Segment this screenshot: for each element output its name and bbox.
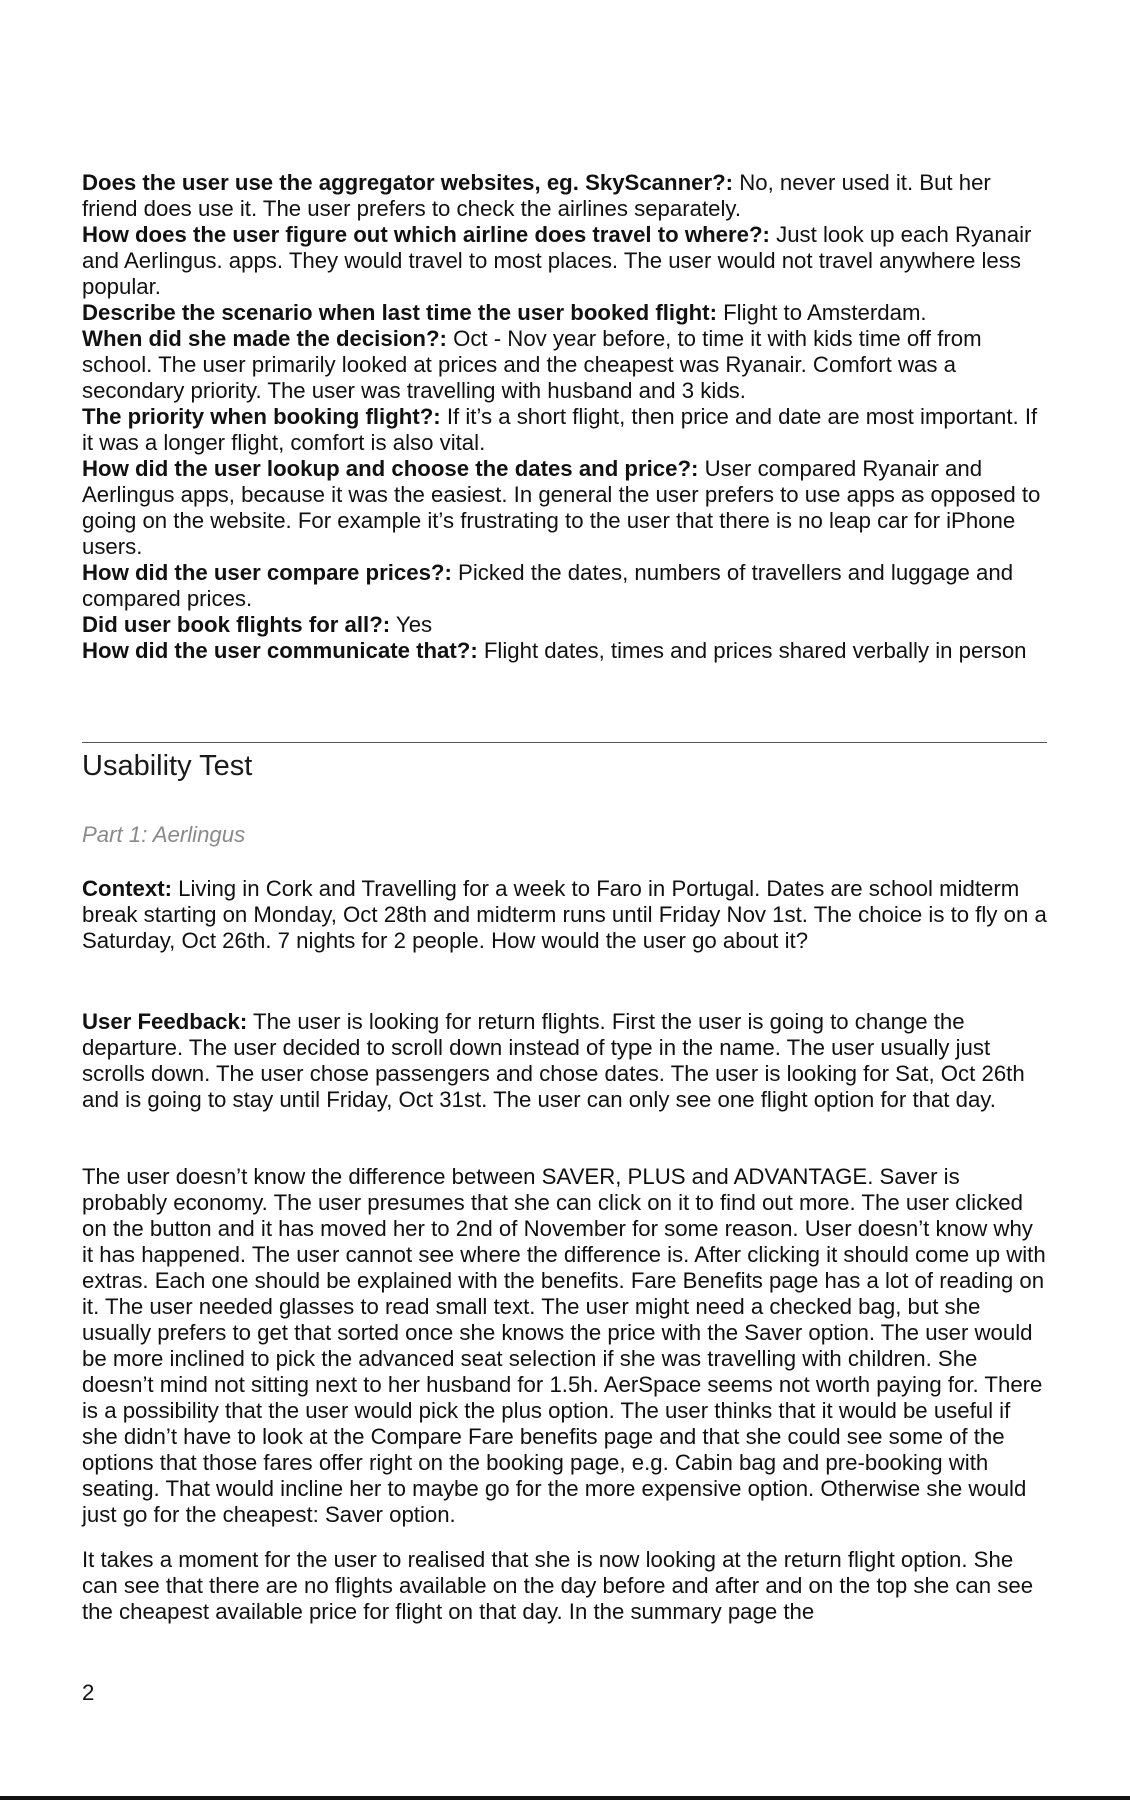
page-bottom-edge [0,1796,1130,1800]
question-label: How did the user lookup and choose the dates and price?: [82,456,699,481]
answer-text: Flight to Amsterdam. [716,300,927,325]
section-divider [82,742,1047,743]
answer-text: No, never used it. But her friend does use it. The user prefers to check the airlines separately. [82,170,991,221]
interview-answers [82,170,1050,664]
answer-text: If it’s a short flight, then price and date are most important. If it was a longer flight, comfort is also vital. [82,404,1038,455]
question-label: How did the user communicate that?: [82,638,478,663]
answer-text: Oct - Nov year before, to time it with kids time off from school. The user primarily looked at prices and the cheapest was Ryanair. Comfort was a secondary priority. The user was travelling with husband and 3 kids. [82,326,982,403]
qa-decision-time [82,326,1050,404]
qa-priority [82,404,1050,456]
qa-aggregator [82,170,1050,222]
context-text: Living in Cork and Travelling for a week to Faro in Portugal. Dates are school midterm break starting on Monday, Oct 28th and midterm runs until Friday Nov 1st. The choice is to fly on a Saturday, Oct 26th. 7 nights for 2 people. How would the user go about it? [82,876,1047,953]
context-label: Context: [82,876,172,901]
fares-paragraph: The user doesn’t know the difference between SAVER, PLUS and ADVANTAGE. Saver is probably economy. The user presumes that she can click on it to find out more. The user clicked on the button and it has moved her to 2nd of November for some reason. User doesn’t know why it has happened. The user cannot see where the difference is. After clicking it should come up with extras. Each one should be explained with the benefits. Fare Benefits page has a lot of reading on it. The user needed glasses to read small text. The user might need a checked bag, but she usually prefers to get that sorted once she knows the price with the Saver option. The user would be more inclined to pick the advanced seat selection if she was travelling with children. She doesn’t mind not sitting next to her husband for 1.5h. AerSpace seems not worth paying for. There is a possibility that the user would pick the plus option. The user thinks that it would be useful if she didn’t have to look at the Compare Fare benefits page and that she could see some of the options that those fares offer right on the booking page, e.g. Cabin bag and pre-booking with seating. That would incline her to maybe go for the more expensive option. Otherwise she would just go for the cheapest: Saver option. [82,1164,1046,1527]
qa-book-for-all [82,612,1050,638]
question-label: Does the user use the aggregator websites, eg. SkyScanner?: [82,170,734,195]
qa-airline-routes [82,222,1050,300]
question-label: When did she made the decision?: [82,326,447,351]
question-label: Did user book flights for all?: [82,612,391,637]
qa-compare-prices [82,560,1050,612]
section-title: Usability Test [82,750,253,782]
question-label: The priority when booking flight?: [82,404,441,429]
question-label: How did the user compare prices?: [82,560,452,585]
context-paragraph [82,876,1050,954]
page-number: 2 [82,1680,95,1705]
qa-lookup-dates [82,456,1050,560]
user-feedback-label: User Feedback: [82,1009,248,1034]
return-flight-paragraph: It takes a moment for the user to realised that she is now looking at the return flight option. She can see that there are no flights available on the day before and after and on the top she can see the cheapest available price for flight on that day. In the summary page the [82,1547,1034,1624]
question-label: Describe the scenario when last time the user booked flight: [82,300,717,325]
answer-text: Flight dates, times and prices shared verbally in person [477,638,1027,663]
user-feedback-paragraph [82,1009,1050,1113]
answer-text: Yes [390,612,433,637]
qa-last-booking [82,300,1050,326]
user-feedback-text: The user is looking for return flights. First the user is going to change the departure. The user decided to scroll down instead of type in the name. The user usually just scrolls down. The user chose passengers and chose dates. The user is looking for Sat, Oct 26th and is going to stay until Friday, Oct 31st. The user can only see one flight option for that day. [82,1009,1025,1112]
part-title: Part 1: Aerlingus [82,822,246,847]
answer-text: Just look up each Ryanair and Aerlingus. apps. They would travel to most places. The user would not travel anywhere less popular. [82,222,1032,299]
answer-text: Picked the dates, numbers of travellers and luggage and compared prices. [82,560,1014,611]
question-label: How does the user figure out which airline does travel to where?: [82,222,770,247]
answer-text: User compared Ryanair and Aerlingus apps, because it was the easiest. In general the user prefers to use apps as opposed to going on the website. For example it’s frustrating to the user that there is no leap car for iPhone users. [82,456,1041,559]
qa-communicate [82,638,1050,664]
